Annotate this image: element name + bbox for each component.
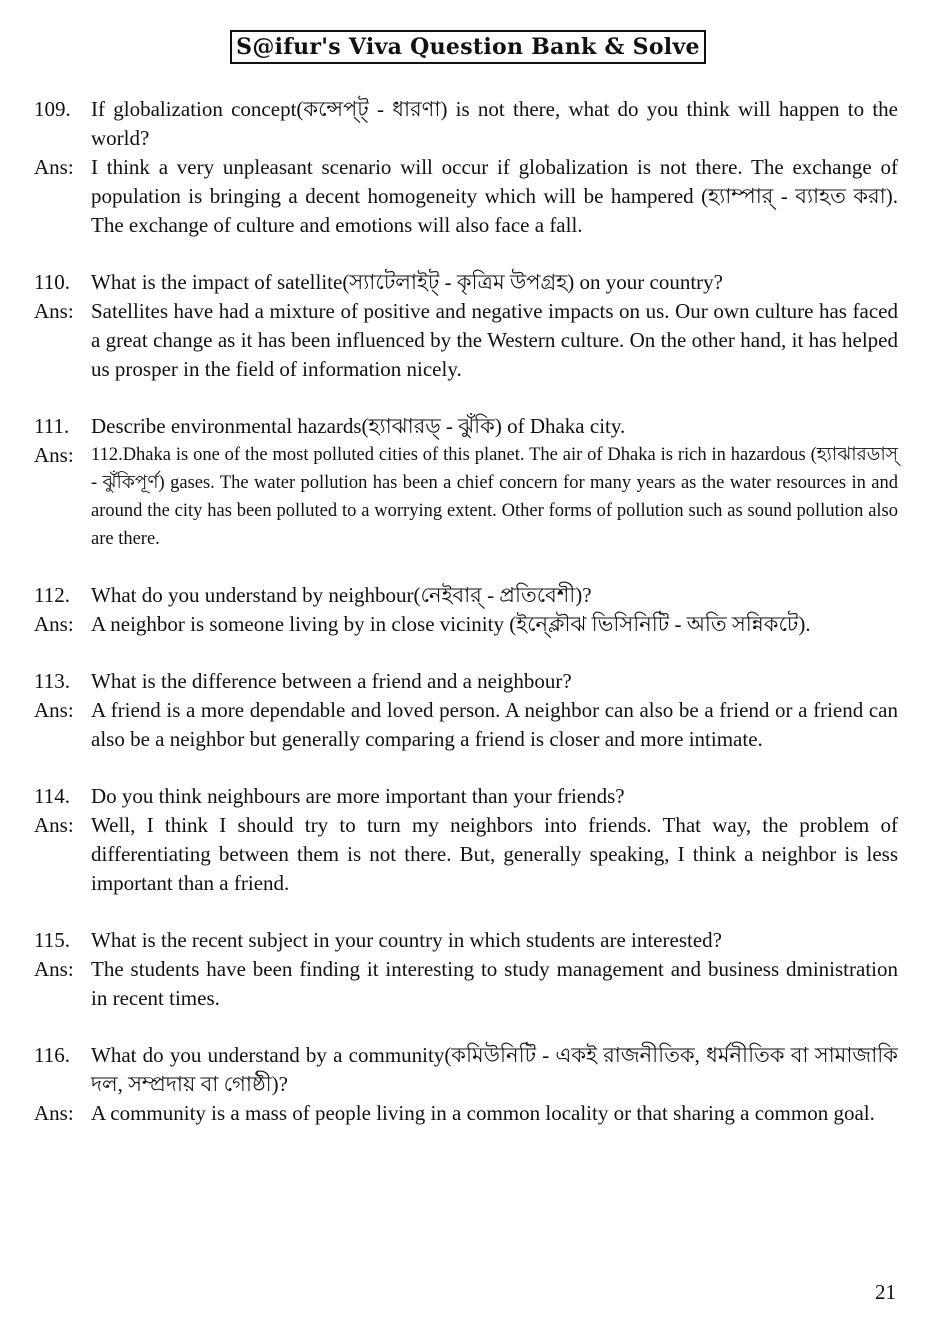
question-row: [34, 581, 898, 610]
qa-item-115: [34, 926, 898, 1013]
answer-text: I think a very unpleasant scenario will occur if globalization is not there. The exchange of population is bringing a decent homogeneity which will be hampered (হ্যাম্পার্ - ব্যাহত করা). The exchange of culture and emotions will also face a fall.: [91, 155, 898, 237]
answer-row: [34, 1099, 898, 1128]
qa-list: [34, 95, 898, 1156]
qa-item-112: [34, 581, 898, 639]
answer-text: Well, I think I should try to turn my neighbors into friends. That way, the problem of differentiating between them is not there. But, generally speaking, I think a neighbor is less important than a friend.: [91, 813, 898, 895]
question-text: Describe environmental hazards(হ্যাঝারড্ - ঝুঁকি) of Dhaka city.: [91, 414, 626, 438]
answer-text: 112.Dhaka is one of the most polluted cities of this planet. The air of Dhaka is rich in hazardous (হ্যাঝারডাস্ - ঝুঁকিপূর্ণ) gases. The water pollution has been a chief concern for many years as the water resources in and around the city has been polluted to a worrying extent. Other forms of pollution such as sound pollution also are there.: [91, 445, 898, 549]
qa-item-113: [34, 667, 898, 754]
answer-row: [34, 441, 898, 553]
header-container: [0, 30, 936, 64]
question-text: What do you understand by a community(কমিউনিটি - একই রাজনীতিক, ধর্মনীতিক বা সামাজাকি দল, সম্প্রদায় বা গোষ্ঠী)?: [91, 1043, 898, 1096]
answer-label: Ans:: [34, 813, 74, 837]
question-number: 115.: [34, 928, 70, 952]
answer-row: [34, 297, 898, 384]
question-number: 111.: [34, 414, 70, 438]
answer-text: Satellites have had a mixture of positive and negative impacts on us. Our own culture has faced a great change as it has been influenced by the Western culture. On the other hand, it has helped us prosper in the field of information nicely.: [91, 299, 898, 381]
question-number: 109.: [34, 97, 71, 121]
question-number: 116.: [34, 1043, 70, 1067]
qa-item-110: [34, 268, 898, 384]
qa-item-116: [34, 1041, 898, 1128]
question-row: [34, 95, 898, 153]
page-number: 21: [875, 1280, 896, 1304]
answer-row: [34, 610, 898, 639]
question-text: Do you think neighbours are more important than your friends?: [91, 784, 625, 808]
question-row: [34, 412, 898, 441]
answer-label: Ans:: [34, 1101, 74, 1125]
question-row: [34, 782, 898, 811]
answer-row: [34, 811, 898, 898]
answer-text: A neighbor is someone living by in close vicinity (ইন্ক্লৌঝ ভিসিনিটি - অতি সন্নিকটে).: [91, 612, 811, 636]
question-number: 112.: [34, 583, 70, 607]
qa-item-111: [34, 412, 898, 553]
question-number: 113.: [34, 669, 70, 693]
answer-text: A friend is a more dependable and loved person. A neighbor can also be a friend or a friend can also be a neighbor but generally comparing a friend is closer and more intimate.: [91, 698, 898, 751]
answer-label: Ans:: [34, 443, 74, 467]
answer-row: [34, 696, 898, 754]
qa-item-114: [34, 782, 898, 898]
question-text: What is the difference between a friend and a neighbour?: [91, 669, 572, 693]
question-text: What do you understand by neighbour(নেইবার্ - প্রতিবেশী)?: [91, 583, 592, 607]
page-title: S@ifur's Viva Question Bank & Solve: [230, 30, 706, 64]
question-number: 114.: [34, 784, 70, 808]
answer-row: [34, 153, 898, 240]
question-number: 110.: [34, 270, 70, 294]
answer-text: The students have been finding it interesting to study management and business dministration in recent times.: [91, 957, 898, 1010]
answer-row: [34, 955, 898, 1013]
answer-label: Ans:: [34, 155, 74, 179]
question-row: [34, 1041, 898, 1099]
question-row: [34, 268, 898, 297]
answer-label: Ans:: [34, 698, 74, 722]
answer-label: Ans:: [34, 957, 74, 981]
question-text: What is the recent subject in your country in which students are interested?: [91, 928, 722, 952]
answer-text: A community is a mass of people living in a common locality or that sharing a common goal.: [91, 1101, 875, 1125]
question-row: [34, 926, 898, 955]
question-text: If globalization concept(কন্সেপ্ট্ - ধারণা) is not there, what do you think will happen to the world?: [91, 97, 898, 150]
answer-label: Ans:: [34, 299, 74, 323]
qa-item-109: [34, 95, 898, 240]
question-row: [34, 667, 898, 696]
answer-label: Ans:: [34, 612, 74, 636]
question-text: What is the impact of satellite(স্যাটেলাইট্ - কৃত্রিম উপগ্রহ) on your country?: [91, 270, 723, 294]
